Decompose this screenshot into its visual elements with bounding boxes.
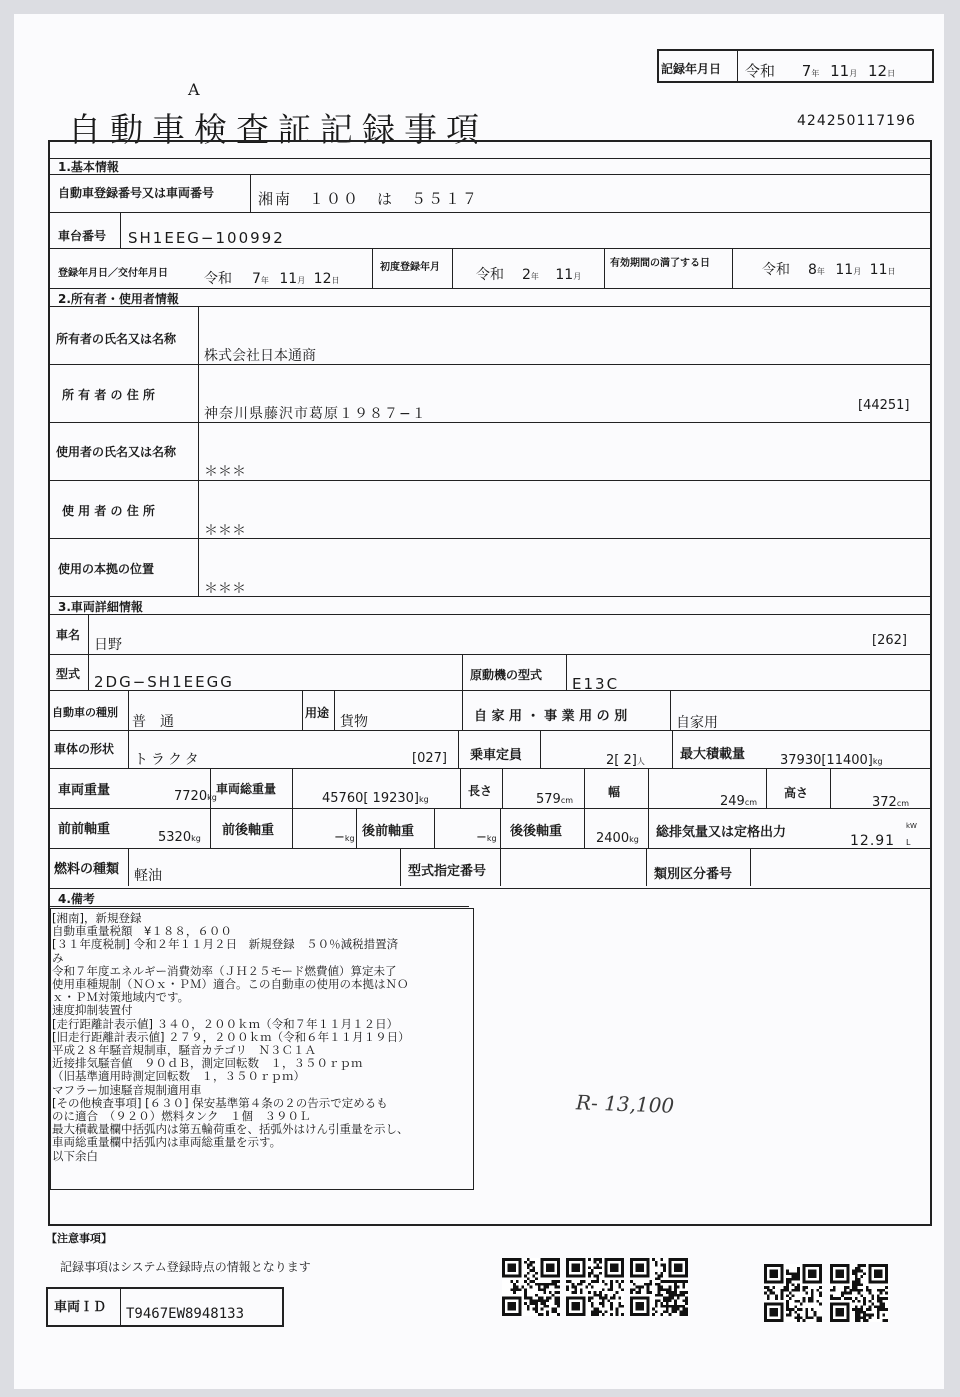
width-value: 249cm xyxy=(720,794,758,809)
car-name-code: [262] xyxy=(872,633,907,648)
owner-address-label: 所 有 者 の 住 所 xyxy=(62,388,155,402)
first-reg-label: 初度登録年月 xyxy=(380,262,440,273)
chassis-number-label: 車台番号 xyxy=(58,229,107,243)
max-load-label: 最大積載量 xyxy=(680,747,746,762)
width-label: 幅 xyxy=(608,785,621,799)
qr-code xyxy=(630,1258,688,1316)
owner-name-value: 株式会社日本通商 xyxy=(204,348,316,364)
body-shape-value: トラクタ xyxy=(134,752,202,768)
displacement-label: 総排気量又は定格出力 xyxy=(656,825,787,840)
fr-axle-label: 前後軸重 xyxy=(222,823,275,838)
kind-value: 普 通 xyxy=(132,714,174,730)
base-location-label: 使用の本拠の位置 xyxy=(58,562,155,576)
handwritten-note: R- 13,100 xyxy=(575,1090,675,1118)
chassis-number-value: SH1EEG−100992 xyxy=(128,229,285,247)
section3-title: 3.車両詳細情報 xyxy=(58,600,143,614)
length-value: 579cm xyxy=(536,792,574,807)
first-reg-value: 令和 2年 11月 xyxy=(476,267,582,283)
fuel-type-value: 軽油 xyxy=(134,868,162,884)
fuel-type-label: 燃料の種類 xyxy=(54,862,120,877)
private-business-label: 自 家 用 ・ 事 業 用 の 別 xyxy=(474,709,628,724)
ff-axle-value: 5320kg xyxy=(158,830,201,845)
kind-label: 自動車の種別 xyxy=(52,706,118,719)
user-address-label: 使 用 者 の 住 所 xyxy=(62,504,155,518)
user-name-value: ＊＊＊ xyxy=(204,464,246,480)
reg-number-label: 自動車登録番号又は車両番号 xyxy=(58,186,215,200)
notes-title: 【注意事項】 xyxy=(46,1232,112,1245)
height-value: 372cm xyxy=(872,795,910,810)
document-number: 424250117196 xyxy=(797,113,916,129)
notes-text: 記録事項はシステム登録時点の情報となります xyxy=(60,1260,311,1274)
qr-code xyxy=(764,1264,822,1322)
qr-code xyxy=(502,1258,560,1316)
reg-number-value: 湘南 １００ は ５５１７ xyxy=(258,190,480,208)
vehicle-weight-value: 7720kg xyxy=(174,789,217,804)
record-date-label: 記録年月日 xyxy=(661,62,722,76)
private-business-value: 自家用 xyxy=(676,715,718,731)
rf-axle-label: 後前軸重 xyxy=(362,824,415,839)
document-title: 自動車検査証記録事項 xyxy=(68,110,488,149)
expiry-value: 令和 8年 11月 11日 xyxy=(762,262,896,278)
rf-axle-value: −kg xyxy=(476,830,497,845)
vehicle-id-label: 車両ＩＤ xyxy=(54,1300,107,1315)
regdate-label: 登録年月日／交付年月日 xyxy=(58,268,168,279)
height-label: 高さ xyxy=(784,786,809,800)
class-number-label: 類別区分番号 xyxy=(654,867,733,882)
remarks-text: [湘南]，新規登録 自動車重量税額 ¥１８８，６００ [３１年度税制] 令和２年１１月２日 新規登録 ５０％減税措置済 み 令和７年度エネルギー消費効率（ＪＨ２５モード燃費値）算定未了 使用車種規制（ＮＯｘ・ＰＭ）適合。この自動車の使用の本拠はＮＯ ｘ・ＰＭ対策地域内です。 速度抑制装置付 [走行距離計表示値] ３４０，２００ｋｍ（令和７年１１月１２日） [旧走行距離計表示値] ２７９，２００ｋｍ（令和６年１１月１９日） 平成２８年騒音規制車，騒音カテゴリ Ｎ３Ｃ１Ａ 近接排気騒音値 ９０ｄＢ，測定回転数 １，３５０ｒｐｍ （旧基準適用時測定回転数 １，３５０ｒｐｍ） マフラー加速騒音規制適用車 [その他検査事項] [６３０] 保安基準第４条の２の告示で定めるも のに適合 （９２０）燃料タンク １個 ３９０Ｌ 最大積載量欄中括弧内は第五輪荷重を、括弧外はけん引重量を示し、 車両総重量欄中括弧内は車両総重量を示す。 以下余白 xyxy=(52,911,410,1163)
use-value: 貨物 xyxy=(340,714,368,730)
section4-title: 4.備考 xyxy=(58,892,95,906)
qr-code xyxy=(830,1264,888,1322)
gross-weight-value: 45760[ 19230]kg xyxy=(322,791,429,806)
regdate-value: 令和 7年 11月 12日 xyxy=(204,271,340,287)
section2-title: 2.所有者・使用者情報 xyxy=(58,292,179,306)
user-address-value: ＊＊＊ xyxy=(204,523,246,539)
car-name-value: 日野 xyxy=(94,637,122,653)
rr-axle-value: 2400kg xyxy=(596,831,639,846)
capacity-value: 2[ 2]人 xyxy=(606,753,645,768)
use-label: 用途 xyxy=(305,706,330,720)
model-label: 型式 xyxy=(56,667,81,681)
record-date-value: 令和 7年 11月 12日 xyxy=(745,62,896,80)
body-shape-code: [027] xyxy=(412,751,447,766)
displacement-unit-kw: kW xyxy=(906,822,917,830)
capacity-label: 乗車定員 xyxy=(470,748,523,763)
length-label: 長さ xyxy=(468,784,493,798)
fr-axle-value: −kg xyxy=(334,830,355,845)
mark-a: A xyxy=(188,80,200,99)
vehicle-id-value: T9467EW8948133 xyxy=(126,1306,245,1322)
gross-weight-label: 車両総重量 xyxy=(216,782,277,796)
expiry-label: 有効期間の満了する日 xyxy=(610,258,710,269)
car-name-label: 車名 xyxy=(56,628,81,642)
model-value: 2DG−SH1EEGG xyxy=(94,673,234,691)
body-shape-label: 車体の形状 xyxy=(54,742,115,756)
displacement-value: 12.91 xyxy=(850,833,896,849)
displacement-unit-l: L xyxy=(906,838,911,847)
user-name-label: 使用者の氏名又は名称 xyxy=(56,445,177,459)
engine-value: E13C xyxy=(572,675,620,693)
owner-address-value: 神奈川県藤沢市葛原１９８７−１ xyxy=(204,406,427,422)
engine-label: 原動機の型式 xyxy=(470,668,543,682)
base-location-value: ＊＊＊ xyxy=(204,581,246,597)
type-designation-label: 型式指定番号 xyxy=(408,864,487,879)
rr-axle-label: 後後軸重 xyxy=(510,824,563,839)
vehicle-weight-label: 車両重量 xyxy=(58,783,111,798)
owner-address-code: [44251] xyxy=(858,398,910,413)
max-load-value: 37930[11400]kg xyxy=(780,753,883,768)
section1-title: 1.基本情報 xyxy=(58,160,119,174)
ff-axle-label: 前前軸重 xyxy=(58,822,111,837)
qr-code xyxy=(566,1258,624,1316)
owner-name-label: 所有者の氏名又は名称 xyxy=(56,332,177,346)
